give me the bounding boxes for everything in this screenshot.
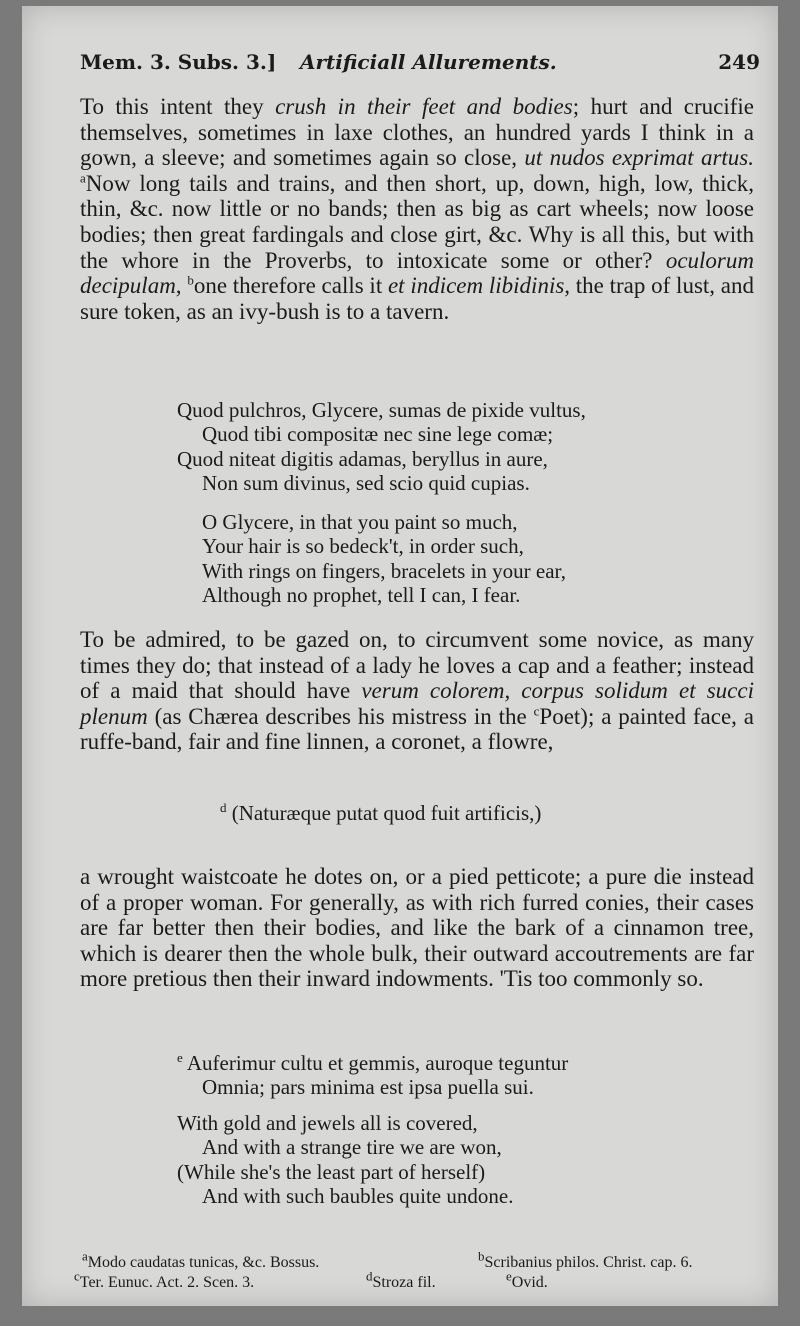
verse-line xyxy=(177,1051,737,1075)
header-title: Artificiall Allurements. xyxy=(300,50,557,74)
footnote-c xyxy=(74,1268,255,1292)
italic-text: oculorum decipulam, xyxy=(80,247,754,299)
english-couplet xyxy=(177,1111,737,1208)
italic-text: ut nudos exprimat artus. xyxy=(524,145,755,171)
quote-line xyxy=(220,801,541,826)
footnote-mark: c xyxy=(74,1268,80,1284)
footnote-text: Ovid. xyxy=(511,1274,548,1291)
footnote-mark-d: d xyxy=(220,800,227,815)
latin-couplet xyxy=(177,1051,737,1100)
paragraph-3: a wrought waistcoate he dotes on, or a pied petticote; a pure die instead of a proper woman. For generally, as with rich furred conies, their cases are far better then their bodies, and like the bark of a cinnamon tree, which is dearer then the whole bulk, their outward accoutrements are far more pretious then their inward indowments. 'Tis too commonly so. xyxy=(80,864,754,992)
quote-text: (Naturæque putat quod fuit artificis,) xyxy=(231,801,542,825)
footnotes xyxy=(66,1248,766,1294)
footnote-mark: e xyxy=(506,1268,512,1284)
footnote-row xyxy=(66,1248,766,1274)
footnote-text: Ter. Eunuc. Act. 2. Scen. 3. xyxy=(79,1274,255,1291)
footnote-mark: a xyxy=(82,1248,88,1264)
english-verse xyxy=(177,510,737,607)
paragraph-2 xyxy=(80,627,754,755)
text: To this intent they xyxy=(80,94,276,119)
footnote-row xyxy=(66,1268,766,1294)
text: Now long tails and trains, and then short, up, down, high, low, thick, thin, &c. now little or no bands; then as big as cart wheels; now loose bodies; then great fardingals and close girt, &c. Why is all this, but with the whore in the Proverbs, to intoxicate some or other? xyxy=(80,170,754,273)
verse-line: Non sum divinus, sed scio quid cupias. xyxy=(202,470,530,495)
verse-line: Your hair is so bedeck't, in order such, xyxy=(202,534,524,559)
footnote-mark: d xyxy=(366,1268,373,1284)
italic-text: et indicem libidinis, xyxy=(387,273,571,299)
footnote-text: Scribanius philos. Christ. cap. 6. xyxy=(484,1254,693,1271)
verse-line: O Glycere, in that you paint so much, xyxy=(202,510,518,534)
verse-line: Quod niteat digitis adamas, beryllus in aure, xyxy=(177,446,548,471)
footnote-mark-e: e xyxy=(177,1050,183,1065)
footnote-mark: b xyxy=(478,1248,485,1264)
verse-line: Quod tibi compositæ nec sine lege comæ; xyxy=(202,422,554,447)
verse-line: Although no prophet, tell I can, I fear. xyxy=(202,582,521,607)
text: ; hurt and crucifie themselves, sometimes in laxe clothes, an hundred yards I think in a gown, a sleeve; and sometimes again so close, xyxy=(80,94,755,171)
footnote-mark-b: b xyxy=(187,272,194,288)
footnote-text: Stroza fil. xyxy=(372,1274,436,1291)
latin-verse xyxy=(177,398,737,495)
verse-line: With gold and jewels all is covered, xyxy=(177,1111,478,1135)
text: the trap of lust, and sure token, as an ivy-bush is to a tavern. xyxy=(80,273,754,324)
verse-line: Omnia; pars minima est ipsa puella sui. xyxy=(202,1075,534,1100)
footnote-a xyxy=(82,1248,320,1272)
header-section: Mem. 3. Subs. 3.] xyxy=(80,50,277,74)
italic-text: crush in their feet and bodies xyxy=(275,94,573,119)
verse-line: With rings on fingers, bracelets in your ear, xyxy=(202,558,566,583)
text: To be admired, to be gazed on, to circumvent some novice, as many times they do; that instead of a lady he loves a cap and a feather; instead of a maid that should have xyxy=(80,627,754,704)
paragraph-1 xyxy=(80,94,754,324)
verse-line: Quod pulchros, Glycere, sumas de pixide vultus, xyxy=(177,398,586,422)
verse-text: Auferimur cultu et gemmis, auroque teguntur xyxy=(186,1051,569,1075)
verse-line: (While she's the least part of herself) xyxy=(177,1159,486,1184)
footnote-text: Modo caudatas tunicas, &c. Bossus. xyxy=(87,1254,320,1271)
book-page xyxy=(22,6,778,1306)
text: Poet); a painted face, a ruffe-band, fair and fine linnen, a coronet, a flowre, xyxy=(80,703,755,755)
footnote-mark-a: a xyxy=(80,170,86,186)
verse-line: And with a strange tire we are won, xyxy=(202,1135,502,1160)
text: one therefore calls it xyxy=(193,273,388,299)
text: (as Chærea describes his mistress in the xyxy=(147,703,534,729)
footnote-e xyxy=(506,1268,548,1292)
footnote-d xyxy=(366,1268,436,1292)
footnote-mark-c: c xyxy=(533,703,540,719)
verse-line: And with such baubles quite undone. xyxy=(202,1183,514,1208)
page-number: 249 xyxy=(718,50,760,74)
italic-text: verum colorem, corpus solidum et succi plenum xyxy=(80,678,754,729)
